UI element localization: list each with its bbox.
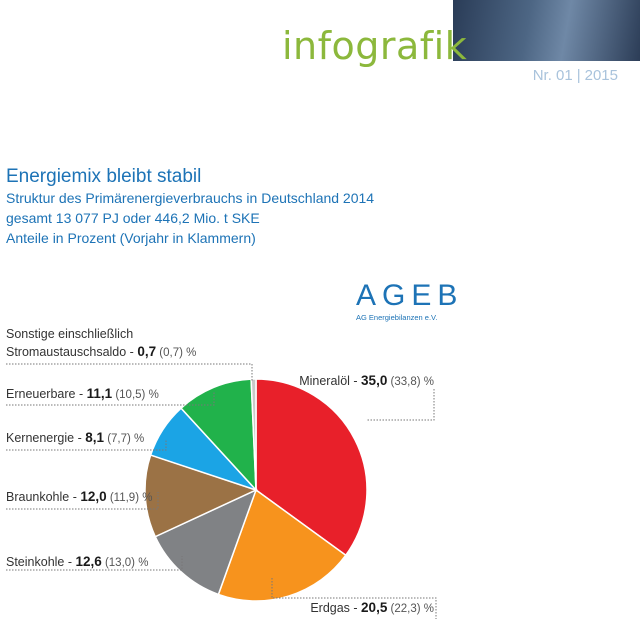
issue-label: Nr. 01 [532,67,573,84]
slice-label-name: Stromaustauschsaldo - [6,345,138,359]
slice-label-steinkohle [6,554,148,569]
subline-structure: Struktur des Primärenergieverbrauchs in Deutschland 2014 [6,190,375,206]
slice-label-name: Erneuerbare - [6,387,87,401]
issue-year: 2015 [584,67,618,84]
slice-label-value: 12,6 [75,554,102,569]
slice-label-erneuerbare [6,386,159,401]
slice-label-previous: (0,7) % [156,347,197,359]
ageb-logo-subtitle: AG Energiebilanzen e.V. [356,313,438,322]
slice-label-minerall [299,373,434,388]
subline-note: Anteile in Prozent (Vorjahr in Klammern) [6,230,256,246]
page-title: infografik [282,24,468,68]
chart-headline: Energiemix bleibt stabil [6,166,202,187]
slice-label-value: 20,5 [361,600,388,615]
slice-label-previous: (33,8) % [387,376,434,388]
slice-label-previous: (11,9) % [106,492,153,504]
slice-label-kernenergie [6,430,144,445]
slice-label-braunkohle [6,489,152,504]
subline-total: gesamt 13 077 PJ oder 446,2 Mio. t SKE [6,210,260,226]
slice-label-name: Mineralöl - [299,374,362,388]
issue-separator: | [576,67,581,84]
slice-label-value: 8,1 [85,430,104,445]
slice-label-sonstige [6,327,196,359]
leader-line-sonstige [6,364,252,382]
slice-label-previous: (22,3) % [387,603,434,615]
slice-label-name: Erdgas - [310,601,362,615]
slice-label-name-line: Sonstige einschließlich [6,327,134,341]
slice-label-name: Braunkohle - [6,490,81,504]
slice-label-previous: (10,5) % [112,389,159,401]
slice-label-value: 12,0 [80,489,107,504]
slice-label-name: Kernenergie - [6,431,86,445]
slice-label-value: 0,7 [137,344,157,359]
slice-label-name: Steinkohle - [6,555,76,569]
ageb-logo-word: AGEB [356,279,464,312]
leader-line-minerall [366,389,434,420]
slice-label-value: 11,1 [86,386,113,401]
slice-label-previous: (13,0) % [101,557,149,569]
slice-label-erdgas [310,600,434,615]
slice-label-previous: (7,7) % [104,433,145,445]
slice-label-value: 35,0 [361,373,388,388]
